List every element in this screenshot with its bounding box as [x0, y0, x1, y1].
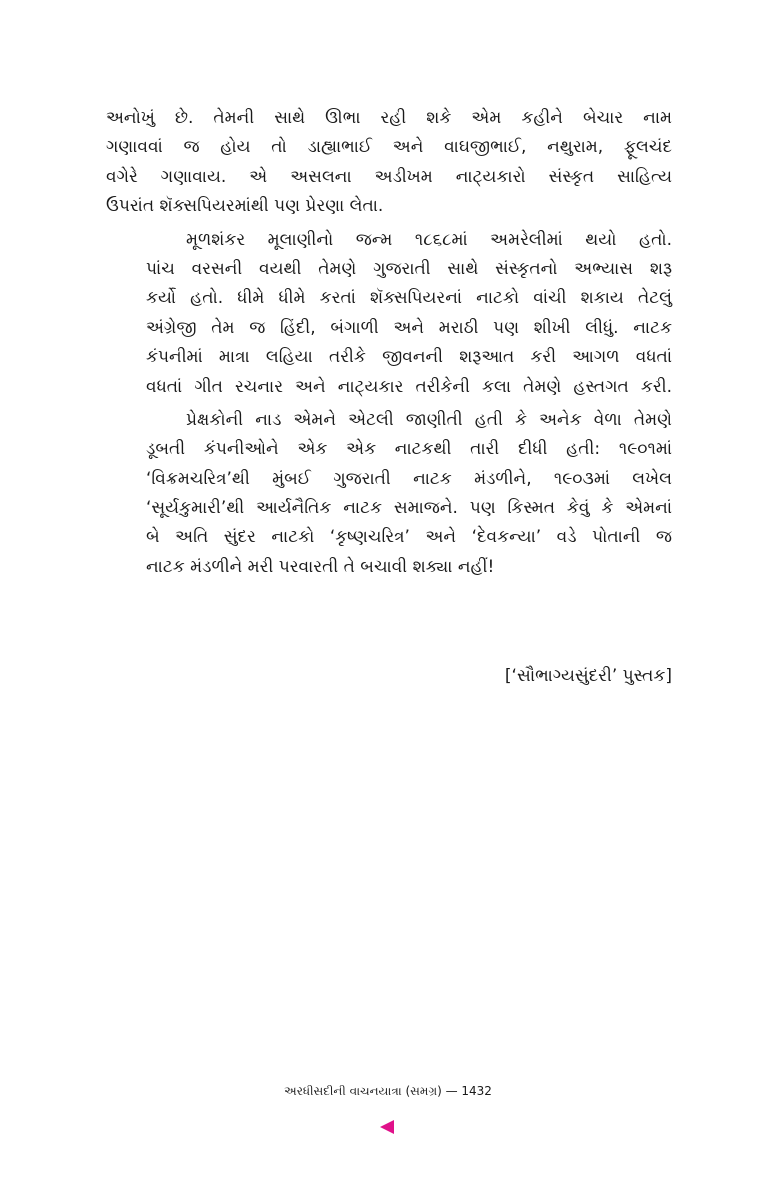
text-line: ‘વિક્રમચરિત્ર’થી મુંબઈ ગુજરાતી નાટક મંડળીને, ૧૯૦૩માં લખેલ [146, 468, 672, 489]
paragraph-3 [106, 406, 672, 582]
text-line: ગણાવવાં જ હોય તો ડાહ્યાભાઈ અને વાઘજીભાઈ, નથુરામ, ફૂલચંદ [106, 137, 672, 158]
text-line: અંગ્રેજી તેમ જ હિંદી, બંગાળી અને મરાઠી પણ શીખી લીધું. નાટક [146, 317, 672, 338]
text-line: ‘સૂર્યકુમારી’થી આર્યનૈતિક નાટક સમાજને. પણ કિસ્મત કેવું કે એમનાં [146, 498, 672, 519]
text-line: પ્રેક્ષકોની નાડ એમને એટલી જાણીતી હતી કે અનેક વેળા તેમણે [186, 409, 672, 430]
text-line: અનોખું છે. તેમની સાથે ઊભા રહી શકે એમ કહીને બેચાર નામ [106, 108, 672, 128]
text-line: વગેરે ગણાવાય. એ અસલના અડીખમ નાટ્યકારો સંસ્કૃત સાહિત્ય [106, 166, 672, 187]
left-triangle-icon[interactable] [380, 1120, 394, 1134]
text-line: ઉપરાંત શૅક્સપિયરમાંથી પણ પ્રેરણા લેતા. [106, 196, 384, 217]
text-line: ડૂબતી કંપનીઓને એક એક નાટકથી તારી દીધી હતી: ૧૯૦૧માં [146, 439, 672, 460]
paragraph-1 [106, 104, 672, 222]
text-line: મૂળશંકર મૂલાણીનો જન્મ ૧૮૬૮માં અમરેલીમાં થયો હતો. [186, 229, 672, 250]
paragraph-2 [106, 226, 672, 402]
text-line: પાંચ વરસની વયથી તેમણે ગુજરાતી સાથે સંસ્કૃતનો અભ્યાસ શરૂ [146, 258, 672, 279]
text-line: કંપનીમાં માત્રા લહિયા તરીકે જીવનની શરૂઆત કરી આગળ વધતાં [146, 347, 672, 368]
page-footer: અરધીસદીની વાચનયાત્રા (સમગ્ર) — 1432 [284, 1084, 492, 1098]
text-line: નાટક મંડળીને મરી પરવારતી તે બચાવી શક્યા નહીં! [146, 556, 495, 577]
text-line: બે અતિ સુંદર નાટકો ‘કૃષ્ણચરિત્ર’ અને ‘દેવકન્યા’ વડે પોતાની જ [146, 527, 672, 548]
text-line: વધતાં ગીત રચનાર અને નાટ્યકાર તરીકેની કલા તેમણે હસ્તગત કરી. [146, 376, 672, 397]
source-citation: [‘સૌભાગ્યસુંદરી’ પુસ્તક] [504, 666, 672, 686]
page-body [106, 104, 672, 582]
text-line: કર્યો હતો. ધીમે ધીમે કરતાં શૅક્સપિયરનાં નાટકો વાંચી શકાય તેટલું [146, 288, 672, 309]
